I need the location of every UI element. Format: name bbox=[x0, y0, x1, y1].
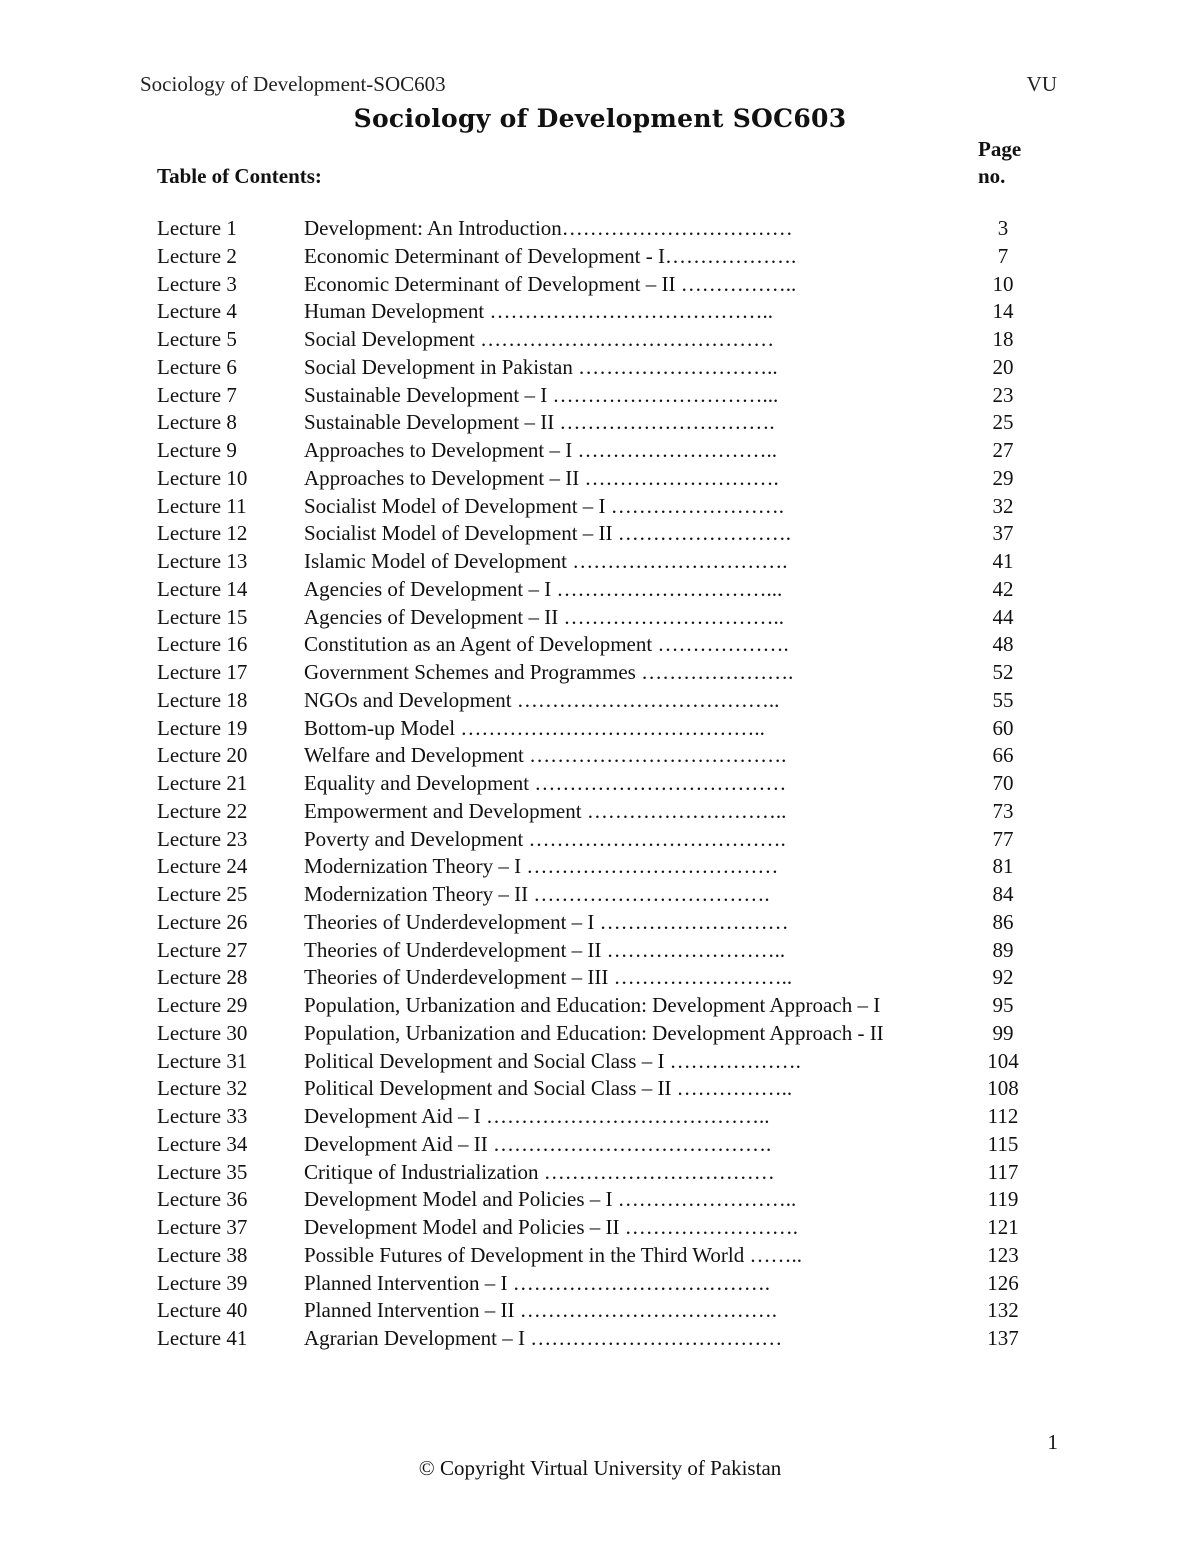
toc-lecture-number: Lecture 37 bbox=[157, 1215, 248, 1239]
toc-page-number: 14 bbox=[992, 299, 1014, 324]
toc-page-number: 117 bbox=[987, 1159, 1019, 1184]
toc-lecture-number: Lecture 14 bbox=[157, 576, 248, 601]
toc-page-number: 119 bbox=[987, 1187, 1019, 1212]
toc-entry[interactable] bbox=[157, 826, 1037, 854]
toc-entry[interactable] bbox=[157, 909, 1037, 937]
toc-page-number: 66 bbox=[992, 743, 1014, 768]
toc-lecture-number: Lecture 7 bbox=[157, 382, 237, 407]
running-header-left: Sociology of Development-SOC603 bbox=[140, 72, 446, 96]
toc-lecture-number: Lecture 36 bbox=[157, 1187, 248, 1212]
toc-entry[interactable] bbox=[157, 1103, 1037, 1131]
toc-lecture-number: Lecture 4 bbox=[157, 299, 237, 324]
toc-page-number: 112 bbox=[987, 1104, 1019, 1128]
toc-entry[interactable] bbox=[157, 1297, 1037, 1325]
toc-lecture-title: Possible Futures of Development in the Third World …….. bbox=[304, 1242, 802, 1267]
toc-lecture-title: Political Development and Social Class – I ………………. bbox=[304, 1048, 801, 1073]
toc-entry[interactable] bbox=[157, 770, 1037, 798]
toc-entry[interactable] bbox=[157, 271, 1037, 299]
toc-lecture-title: Economic Determinant of Development - I………………. bbox=[304, 243, 797, 268]
toc-lecture-title: Sustainable Development – II …………………………. bbox=[304, 410, 775, 435]
toc-page-number: 23 bbox=[992, 382, 1014, 407]
toc-page-number: 86 bbox=[992, 909, 1014, 934]
page-column-heading-line1: Page bbox=[978, 137, 1022, 161]
toc-lecture-title: Government Schemes and Programmes …………………. bbox=[304, 660, 794, 684]
toc-lecture-title: Empowerment and Development ……………………….. bbox=[304, 798, 787, 823]
toc-label: Table of Contents: bbox=[157, 164, 322, 188]
toc-lecture-title: Socialist Model of Development – II ……………………. bbox=[304, 521, 792, 546]
toc-lecture-number: Lecture 24 bbox=[157, 854, 248, 879]
toc-lecture-number: Lecture 34 bbox=[157, 1131, 248, 1156]
toc-entry[interactable] bbox=[157, 409, 1037, 437]
toc-lecture-number: Lecture 29 bbox=[157, 993, 248, 1017]
toc-lecture-title: Agencies of Development – II ………………………….. bbox=[304, 604, 784, 629]
toc-page-number: 89 bbox=[992, 937, 1014, 962]
toc-entry[interactable] bbox=[157, 853, 1037, 881]
toc-lecture-title: Planned Intervention – I ………………………………. bbox=[304, 1270, 771, 1295]
toc-entry[interactable] bbox=[157, 215, 1037, 243]
toc-lecture-title: Human Development ………………………………….. bbox=[304, 299, 773, 324]
toc-page-number: 32 bbox=[992, 493, 1014, 518]
toc-lecture-number: Lecture 18 bbox=[157, 687, 248, 712]
toc-entry[interactable] bbox=[157, 1270, 1037, 1298]
toc-lecture-number: Lecture 17 bbox=[157, 660, 248, 684]
document-title: Sociology of Development SOC603 bbox=[353, 104, 847, 133]
toc-lecture-number: Lecture 26 bbox=[157, 909, 248, 934]
toc-lecture-number: Lecture 32 bbox=[157, 1076, 248, 1101]
toc-lecture-number: Lecture 5 bbox=[157, 327, 237, 351]
toc-entry[interactable] bbox=[157, 326, 1037, 354]
toc-page-number: 60 bbox=[992, 715, 1014, 740]
toc-lecture-title: Theories of Underdevelopment – II …………………….. bbox=[304, 937, 786, 962]
toc-page-number: 132 bbox=[987, 1298, 1019, 1323]
toc-entry[interactable] bbox=[157, 548, 1037, 576]
toc-lecture-number: Lecture 2 bbox=[157, 243, 237, 268]
toc-lecture-title: Population, Urbanization and Education: Development Approach - II bbox=[304, 1020, 884, 1045]
toc-page-number: 108 bbox=[987, 1076, 1019, 1101]
toc-lecture-number: Lecture 23 bbox=[157, 826, 248, 851]
toc-lecture-number: Lecture 38 bbox=[157, 1242, 248, 1267]
page-column-heading bbox=[978, 136, 1021, 190]
toc-lecture-title: Approaches to Development – II ………………………. bbox=[304, 465, 779, 490]
toc-page-number: 29 bbox=[992, 465, 1014, 490]
toc-entry[interactable] bbox=[157, 1325, 1037, 1353]
page-number: 1 bbox=[1047, 1430, 1058, 1454]
toc-entry[interactable] bbox=[157, 881, 1037, 909]
copyright-footer: © Copyright Virtual University of Pakistan bbox=[418, 1456, 782, 1480]
toc-lecture-number: Lecture 13 bbox=[157, 549, 248, 573]
toc-lecture-title: Development Model and Policies – I …………………….. bbox=[304, 1187, 797, 1212]
toc-lecture-title: Approaches to Development – I ……………………….. bbox=[304, 438, 778, 462]
toc-page-number: 70 bbox=[992, 771, 1014, 795]
toc-page-number: 7 bbox=[997, 243, 1009, 268]
toc-lecture-number: Lecture 11 bbox=[157, 493, 247, 518]
toc-lecture-title: Sustainable Development – I …………………………... bbox=[304, 382, 779, 407]
toc-page-number: 41 bbox=[992, 549, 1014, 573]
toc-lecture-title: Constitution as an Agent of Development ………………. bbox=[304, 632, 789, 657]
toc-lecture-title: Equality and Development ……………………………… bbox=[304, 771, 787, 795]
toc-lecture-number: Lecture 30 bbox=[157, 1020, 248, 1045]
toc-page-number: 10 bbox=[992, 271, 1014, 296]
toc-page-number: 42 bbox=[992, 576, 1014, 601]
toc-page-number: 73 bbox=[992, 798, 1014, 823]
toc-lecture-title: Agencies of Development – I …………………………... bbox=[304, 576, 783, 601]
toc-entry[interactable] bbox=[157, 354, 1037, 382]
toc-entry[interactable] bbox=[157, 1242, 1037, 1270]
toc-page-number: 81 bbox=[992, 854, 1014, 879]
table-of-contents bbox=[157, 215, 1037, 1353]
toc-entry[interactable] bbox=[157, 437, 1037, 465]
toc-page-number: 37 bbox=[992, 521, 1014, 546]
toc-page-number: 126 bbox=[987, 1270, 1019, 1295]
toc-page-number: 18 bbox=[992, 327, 1014, 351]
toc-lecture-title: Modernization Theory – II ……………………………. bbox=[304, 882, 770, 906]
toc-lecture-title: Critique of Industrialization …………………………… bbox=[304, 1159, 775, 1184]
toc-lecture-number: Lecture 16 bbox=[157, 632, 248, 657]
toc-page-number: 55 bbox=[992, 687, 1014, 712]
toc-entry[interactable] bbox=[157, 576, 1037, 604]
toc-lecture-title: Social Development in Pakistan ……………………….. bbox=[304, 354, 778, 379]
toc-lecture-number: Lecture 25 bbox=[157, 882, 248, 906]
toc-lecture-title: NGOs and Development ……………………………….. bbox=[304, 687, 780, 712]
toc-lecture-title: Development: An Introduction…………………………… bbox=[304, 216, 793, 240]
toc-lecture-title: Welfare and Development ………………………………. bbox=[304, 743, 787, 768]
toc-lecture-number: Lecture 39 bbox=[157, 1270, 248, 1295]
page-column-heading-line2: no. bbox=[978, 164, 1006, 188]
toc-entry[interactable] bbox=[157, 1048, 1037, 1076]
toc-page-number: 99 bbox=[992, 1020, 1014, 1045]
toc-lecture-number: Lecture 21 bbox=[157, 771, 248, 795]
toc-page-number: 77 bbox=[992, 826, 1014, 851]
toc-lecture-title: Modernization Theory – I ……………………………… bbox=[304, 854, 779, 879]
toc-page-number: 115 bbox=[987, 1131, 1019, 1156]
toc-page-number: 95 bbox=[992, 993, 1014, 1017]
toc-lecture-number: Lecture 1 bbox=[157, 216, 237, 240]
toc-lecture-title: Theories of Underdevelopment – III …………………….. bbox=[304, 965, 793, 990]
toc-page-number: 123 bbox=[987, 1242, 1019, 1267]
toc-entry[interactable] bbox=[157, 1159, 1037, 1187]
toc-lecture-number: Lecture 35 bbox=[157, 1159, 248, 1184]
toc-lecture-title: Political Development and Social Class – II …………….. bbox=[304, 1076, 793, 1101]
toc-lecture-title: Socialist Model of Development – I ……………………. bbox=[304, 493, 785, 518]
toc-page-number: 3 bbox=[997, 216, 1009, 240]
toc-entry[interactable] bbox=[157, 631, 1037, 659]
toc-lecture-title: Theories of Underdevelopment – I ……………………… bbox=[304, 909, 789, 934]
toc-page-number: 27 bbox=[992, 438, 1014, 462]
toc-lecture-number: Lecture 8 bbox=[157, 410, 237, 435]
toc-entry[interactable] bbox=[157, 1186, 1037, 1214]
toc-entry[interactable] bbox=[157, 1214, 1037, 1242]
toc-entry[interactable] bbox=[157, 992, 1037, 1020]
toc-lecture-number: Lecture 28 bbox=[157, 965, 248, 990]
toc-lecture-title: Economic Determinant of Development – II …………….. bbox=[304, 271, 797, 296]
toc-lecture-number: Lecture 33 bbox=[157, 1104, 248, 1128]
toc-lecture-number: Lecture 27 bbox=[157, 937, 248, 962]
toc-lecture-title: Development Model and Policies – II ……………………. bbox=[304, 1215, 799, 1239]
toc-entry[interactable] bbox=[157, 1131, 1037, 1159]
toc-lecture-number: Lecture 9 bbox=[157, 438, 237, 462]
toc-lecture-title: Bottom-up Model …………………………………….. bbox=[304, 715, 765, 740]
toc-page-number: 52 bbox=[992, 660, 1014, 684]
toc-entry[interactable] bbox=[157, 742, 1037, 770]
toc-entry[interactable] bbox=[157, 604, 1037, 632]
toc-lecture-title: Population, Urbanization and Education: Development Approach – I bbox=[304, 993, 881, 1017]
toc-entry[interactable] bbox=[157, 937, 1037, 965]
running-header-right: VU bbox=[1026, 72, 1057, 96]
toc-lecture-title: Agrarian Development – I ……………………………… bbox=[304, 1326, 783, 1350]
toc-entry[interactable] bbox=[157, 964, 1037, 992]
toc-entry[interactable] bbox=[157, 715, 1037, 743]
toc-page-number: 121 bbox=[987, 1215, 1019, 1239]
toc-entry[interactable] bbox=[157, 382, 1037, 410]
toc-lecture-title: Planned Intervention – II ………………………………. bbox=[304, 1298, 778, 1323]
toc-lecture-number: Lecture 20 bbox=[157, 743, 248, 768]
toc-lecture-number: Lecture 22 bbox=[157, 798, 248, 823]
toc-lecture-number: Lecture 31 bbox=[157, 1048, 248, 1073]
toc-entry[interactable] bbox=[157, 659, 1037, 687]
toc-page-number: 48 bbox=[992, 632, 1014, 657]
toc-entry[interactable] bbox=[157, 798, 1037, 826]
toc-page-number: 44 bbox=[992, 604, 1014, 629]
toc-page-number: 137 bbox=[987, 1326, 1019, 1350]
toc-lecture-title: Islamic Model of Development …………………………. bbox=[304, 549, 788, 573]
toc-entry[interactable] bbox=[157, 493, 1037, 521]
toc-entry[interactable] bbox=[157, 1020, 1037, 1048]
toc-lecture-number: Lecture 6 bbox=[157, 354, 237, 379]
toc-lecture-title: Social Development …………………………………… bbox=[304, 327, 775, 351]
toc-entry[interactable] bbox=[157, 520, 1037, 548]
toc-lecture-number: Lecture 40 bbox=[157, 1298, 248, 1323]
toc-page-number: 25 bbox=[992, 410, 1014, 435]
toc-entry[interactable] bbox=[157, 1075, 1037, 1103]
toc-lecture-number: Lecture 19 bbox=[157, 715, 248, 740]
toc-lecture-title: Development Aid – II …………………………………. bbox=[304, 1131, 772, 1156]
toc-lecture-number: Lecture 10 bbox=[157, 465, 248, 490]
toc-entry[interactable] bbox=[157, 687, 1037, 715]
toc-entry[interactable] bbox=[157, 465, 1037, 493]
toc-entry[interactable] bbox=[157, 243, 1037, 271]
toc-page-number: 20 bbox=[992, 354, 1014, 379]
toc-page-number: 84 bbox=[992, 882, 1014, 906]
toc-entry[interactable] bbox=[157, 298, 1037, 326]
toc-lecture-title: Poverty and Development ………………………………. bbox=[304, 826, 786, 851]
toc-lecture-number: Lecture 3 bbox=[157, 271, 237, 296]
toc-lecture-title: Development Aid – I ………………………………….. bbox=[304, 1104, 770, 1128]
toc-page-number: 104 bbox=[987, 1048, 1019, 1073]
toc-lecture-number: Lecture 15 bbox=[157, 604, 248, 629]
toc-lecture-number: Lecture 41 bbox=[157, 1326, 248, 1350]
toc-page-number: 92 bbox=[992, 965, 1014, 990]
toc-lecture-number: Lecture 12 bbox=[157, 521, 248, 546]
